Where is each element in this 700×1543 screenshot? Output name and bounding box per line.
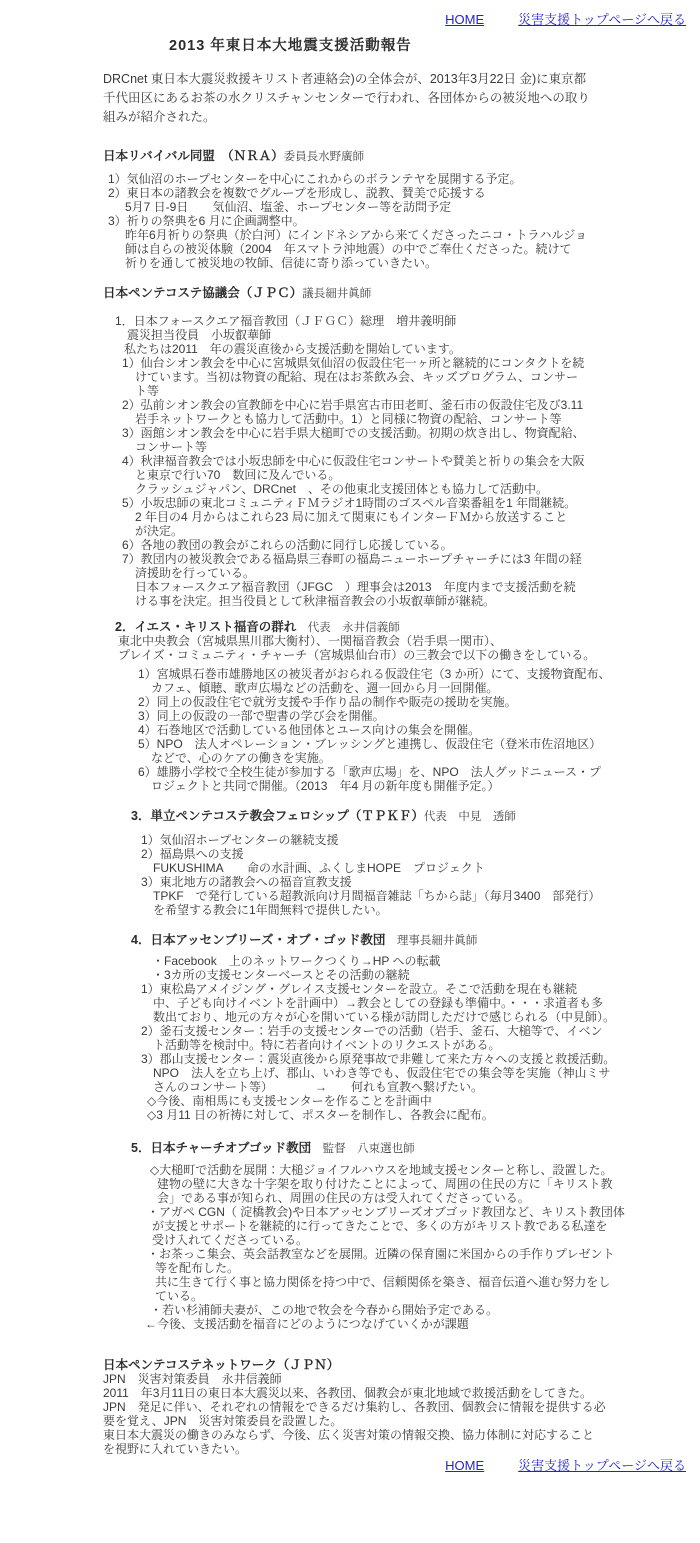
text-line: が支援とサポートを継続的に行ってきたことで、多くの方がキリスト教である私達を [152,1219,608,1233]
bottom-nav [103,1458,686,1474]
text-line: と東京で行い70 数回に及んでいる。 [135,468,341,482]
text-line: を希望する教会に1年間無料で提供したい。 [153,903,388,917]
text-line: 済援助を行っている。 [135,566,256,580]
intro-paragraph [103,70,686,127]
text-line: 岩手ネットワークとも協力して活動中。1）と同様に物資の配給、コンサート等 [135,412,562,426]
text-line: 師は自らの被災体験（2004 年スマトラ沖地震）の中でご奉仕くださった。続けて [125,242,572,256]
text-line: 等を配布した。 [155,1261,240,1275]
section-heading-leader: 代表 中見 透師 [423,811,516,823]
text-line: 2）弘前シオン教会の宣教師を中心に岩手県宮古市田老町、釜石市の仮設住宅及び3.11 [122,398,584,412]
text-line: JPN 発足に伴い、それぞれの情報をできるだけ集約し、各教団、個教会に情報を提供する必 [103,1400,606,1414]
intro-line: 組みが紹介された。 [103,110,216,124]
text-line: ト等 [135,384,160,398]
text-line: 東北中央教会（宮城県黒川郡大衡村）、一関福音教会（岩手県一関市）、 [118,634,503,648]
text-line: 3）同上の仮設の一部で聖書の学び会を開催。 [138,709,385,723]
text-line: 5月7 日-9日 気仙沼、塩釜、ホープセンター等を訪問予定 [125,200,452,214]
text-line: 日本フォースクエア福音教団（JFGC ）理事会は2013 年度内まで支援活動を続 [135,580,576,594]
text-line: 1）東松島アメイジング・グレイス支援センターを設立。そこで活動を現在も継続 [141,982,577,996]
text-line: 昨年6月祈りの祭典（於白河）にインドネシアから来てくださったニコ・トラハルジョ [125,228,588,242]
text-line: 震災担当役員 小坂叡華師 [127,328,272,342]
text-line: プレイズ・コミュニティ・チャーチ（宮城県仙台市）の三教会で以下の働きをしている。 [118,648,596,662]
text-line: TPKF で発行している超教派向け月間福音雑誌「ちから誌」（毎月3400 部発行） [153,889,601,903]
section-heading [103,620,686,634]
section-heading-title: 日本ペンテコステ協議会（ＪＰＣ） [103,286,303,300]
section-heading-title: 日本ペンテコステネットワーク（ＪＰＮ） [103,1358,340,1372]
text-line: ・アガペ CGN（ 淀橋教会)や日本アッセンブリーズオブゴッド教団など、キリスト教団体 [147,1205,625,1219]
page-title: 2013 年東日本大地震支援活動報告 [169,38,412,54]
text-line: 1）宮城県石巻市雄勝地区の被災者がおられる仮設住宅（3 か所）にて、支援物資配布、 [138,667,611,681]
text-line: ・お茶っこ集会、英会話教室などを展開。近隣の保育園に米国からの手作りプレゼント [147,1247,615,1261]
section-heading [103,1141,686,1155]
text-line: ◇今後、南相馬にも支援センターを作ることを計画中 [147,1094,432,1108]
text-line: FUKUSHIMA 命の水計画、ふくしまHOPE プロジェクト [153,861,485,875]
section-heading-title: 3．単立ペンテコステ教会フェロシップ（ＴＰＫＦ） [131,809,424,823]
text-line: 3）祈りの祭典を6 月に企画調整中。 [108,214,305,228]
text-line: が決定。 [135,524,184,538]
text-line: ←今後、支援活動を福音にどのようにつなげていくかが課題 [145,1317,469,1331]
section-heading-leader: 代表 永井信義師 [296,622,400,634]
text-line: 3）東北地方の諸教会への福音宣教支援 [141,875,352,889]
section-heading-title: 4．日本アッセンブリーズ・オブ・ゴッド教団 [131,933,386,947]
section-heading [103,933,686,947]
text-line: 中、子ども向けイベントを計画中）→教会としての登録も準備中。・・・求道者も多 [153,996,604,1010]
text-line: を視野に入れていきたい。 [103,1442,248,1456]
text-line: 6）各地の教団の教会がこれらの活動に同行し応援している。 [122,538,453,552]
section-heading [103,1358,686,1372]
text-line: コンサート等 [135,440,208,454]
text-line: 会」である事が知られ、周囲の住民の方は受入れてくださっている。 [157,1191,530,1205]
section-heading-title: 5．日本チャーチオブゴッド教団 [131,1141,312,1155]
text-line: ◇大槌町で活動を展開：大槌ジョイフルハウスを地域支援センターと称し、設置した。 [150,1163,613,1177]
text-line: 祈りを通して被災地の牧師、信徒に寄り添っていきたい。 [125,256,438,270]
text-line: ・Facebook 上のネットワークつくり→HP への転載 [152,954,441,968]
text-line: 2）釜石支援センター：岩手の支援センターでの活動（岩手、釜石、大槌等で、イベン [141,1024,603,1038]
section-heading-leader: 委員長水野廣師 [283,151,365,163]
intro-line: DRCnet 東日本大震災救援キリスト者連絡会)の全体会が、2013年3月22日 金)に東京都 [103,72,587,86]
intro-line: 千代田区にあるお茶の水クリスチャンセンターで行われ、各団体からの被災地への取り [103,91,590,105]
text-line: 数出ており、地元の方々が心を開いている様が訪問しただけで感じられる（中見師）。 [153,1010,616,1024]
text-line: 2）東日本の諸教会を複数でグループを形成し、説教、賛美で応援する [108,186,486,200]
text-line: 3）函館シオン教会を中心に岩手県大槌町での支援活動。初期の炊き出し、物資配給、 [122,426,585,440]
text-line: カフェ、傾聴、歌声広場などの活動を、週一回から月一回開催。 [151,681,499,695]
section-heading-leader: 議長細井眞師 [302,288,372,300]
section-heading-leader: 監督 八束選也師 [311,1143,415,1155]
home-link[interactable]: HOME [445,12,485,27]
text-line: 2 年目の4 月からはこれら23 局に加えて関東にもインターＦＭから放送すること [135,510,568,524]
text-line: 2011 年3月11日の東日本大震災以来、各教団、個教会が東北地域で救援活動をしてきた。 [103,1386,592,1400]
home-link[interactable]: HOME [445,1458,485,1473]
text-line: クラッシュジャパン、DRCnet 、その他東北支援団体とも協力して活動中。 [135,482,549,496]
text-line: 2）福島県への支援 [141,847,244,861]
text-line: けています。当初は物資の配給、現在はお茶飲み会、キッズプログラム、コンサー [135,370,579,384]
text-line: 7）教団内の被災教会である福島県三春町の福島ニューホープチャーチには3 年間の経 [122,552,582,566]
text-line: ト活動等を検討中。特に若者向けイベントのリクエストがある。 [153,1038,501,1052]
text-line: 3）郡山支援センター：震災直後から原発事故で非難して来た方々への支援と救援活動。 [141,1052,616,1066]
text-line: 5）小坂忠師の東北コミュニティＦＭラジオ1時間のゴスペル音楽番組を1 年間継続。 [122,496,577,510]
text-line: 5）NPO 法人オペレーション・ブレッシングと連携し、仮設住宅（登米市佐沼地区） [138,737,602,751]
text-line: 6）雄勝小学校で全校生徒が参加する「歌声広場」を、NPO 法人グッドニュース・プ [138,765,602,779]
section-heading-leader: 理事長細井眞師 [385,935,478,947]
text-line: ている。 [155,1289,204,1303]
text-line: JPN 災害対策委員 永井信義師 [103,1372,282,1386]
back-to-disaster-support-top-link[interactable]: 災害支援トップページへ戻る [518,1458,686,1473]
text-line: ・3カ所の支援センターベースとその活動の継続 [152,968,410,982]
text-line: さんのコンサート等） → 何れも宣教へ繋げたい。 [153,1080,484,1094]
text-line: などで、心のケアの働きを実施。 [151,751,331,765]
document-lines [103,149,686,1456]
section-heading-title: 2．イエス・キリスト福音の群れ [115,620,297,634]
text-line: 4）石巻地区で活動している他団体とユース向けの集会を開催。 [138,723,481,737]
section-heading [103,286,686,300]
text-line: 4）秋津福音教会では小坂忠師を中心に仮設住宅コンサートや賛美と祈りの集会を大阪 [122,454,585,468]
text-line: 2）同上の仮設住宅で就労支援や手作り品の制作や販売の援助を実施。 [138,695,517,709]
text-line: 1．日本フォースクエア福音教団（ＪＦＧＣ）総理 増井義明師 [115,314,457,328]
back-to-disaster-support-top-link[interactable]: 災害支援トップページへ戻る [518,12,686,27]
section-heading [103,149,686,163]
text-line: 受け入れてくださっている。 [152,1233,309,1247]
text-line: 共に生きて行く事と協力関係を持つ中で、信頼関係を築き、福音伝道へ進む努力をし [155,1275,611,1289]
text-line: ・若い杉浦師夫妻が、この地で牧会を今春から開始予定である。 [150,1303,499,1317]
text-line: 私たちは2011 年の震災直後から支援活動を開始しています。 [124,342,461,356]
text-line: ける事を決定。担当役員として秋津福音教会の小坂叡華師が継続。 [135,594,496,608]
text-line: NPO 法人を立ち上げ、郡山、いわき等でも、仮設住宅での集会等を実施（神山ミサ [153,1066,611,1080]
text-line: ロジェクトと共同で開催。（2013 年4 月の新年度も開催予定。） [151,779,500,793]
section-heading-title: 日本リバイバル同盟 （ＮＲＡ） [103,149,284,163]
text-line: 1）気仙沼ホープセンターの継続支援 [141,833,339,847]
text-line: 1）仙台シオン教会を中心に宮城県気仙沼の仮設住宅一ヶ所と継続的にコンタクトを続 [122,356,585,370]
text-line: 建物の壁に大きな十字架を取り付けたことによって、周囲の住民の方に「キリスト教 [157,1177,613,1191]
top-nav [103,12,686,28]
text-line: 1）気仙沼のホープセンターを中心にこれからのボランテヤを展開する予定。 [108,172,522,186]
section-heading [103,809,686,823]
text-line: 東日本大震災の働きのみならず、今後、広く災害対策の情報交換、協力体制に対応すること [103,1428,595,1442]
text-line: ◇3 月11 日の祈祷に対して、ポスターを制作し、各教会に配布。 [147,1108,494,1122]
text-line: 要を覚え、JPN 災害対策委員を設置した。 [103,1414,343,1428]
